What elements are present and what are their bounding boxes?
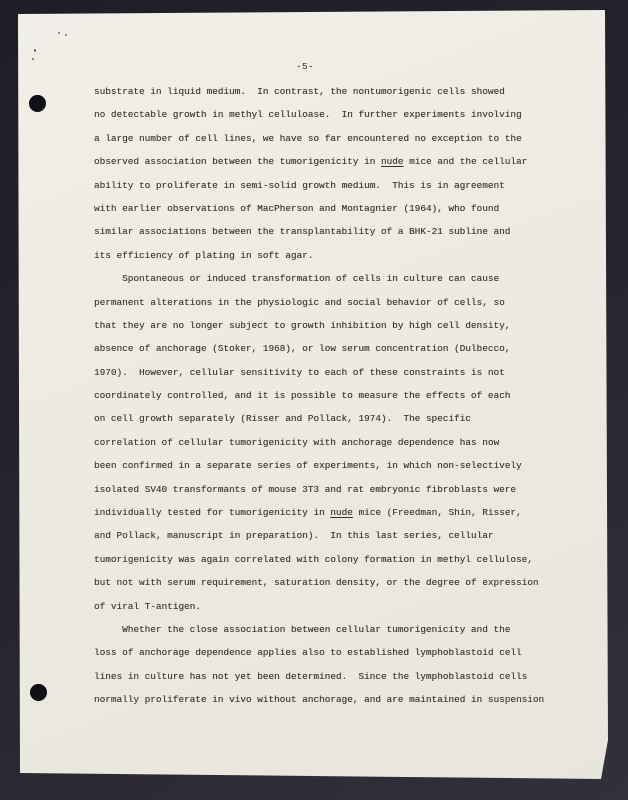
text-line: been confirmed in a separate series of experiments, in which non-selectively [94, 460, 522, 472]
text-line: coordinately controlled, and it is possible to measure the effects of each [94, 390, 511, 402]
underlined-word: nude [330, 507, 353, 519]
text-line: isolated SV40 transformants of mouse 3T3 and rat embryonic fibroblasts were [94, 483, 516, 495]
paper-speck [58, 32, 60, 34]
text-segment: mice and the cellular [403, 156, 528, 168]
text-line: a large number of cell lines, we have so far encountered no exception to the [94, 132, 522, 144]
paper-speck [65, 34, 67, 36]
underlined-word: nude [380, 156, 404, 168]
text-line: on cell growth separately (Risser and Pollack, 1974). The specific [94, 413, 471, 425]
hole-punch-bottom [30, 684, 47, 701]
text-line: with earlier observations of MacPherson and Montagnier (1964), who found [94, 202, 500, 214]
text-line: that they are no longer subject to growth inhibition by high cell density, [94, 319, 511, 331]
text-line: no detectable growth in methyl celluloase. In further experiments involving [94, 109, 522, 121]
text-line: tumorigenicity was again correlated with colony formation in methyl cellulose, [94, 553, 533, 565]
text-line: Spontaneous or induced transformation of cells in culture can cause [94, 273, 500, 285]
text-line: ability to proliferate in semi-solid growth medium. This is in agreement [94, 179, 505, 191]
text-segment: observed association between the tumorigenicity in [94, 156, 381, 168]
text-line: lines in culture has not yet been determined. Since the lymphoblastoid cells [94, 670, 528, 682]
text-line: and Pollack, manuscript in preparation). In this last series, cellular [94, 530, 494, 542]
text-block [94, 80, 564, 712]
text-line [94, 501, 564, 524]
page-number: -5- [296, 61, 315, 72]
text-line: its efficiency of plating in soft agar. [94, 249, 314, 261]
hole-punch-top [29, 95, 46, 112]
paper-speck [32, 58, 34, 60]
text-line: 1970). However, cellular sensitivity to each of these constraints is not [94, 366, 505, 378]
text-segment: individually tested for tumorigenicity in [94, 507, 331, 519]
text-line: substrate in liquid medium. In contrast, the nontumorigenic cells showed [94, 86, 505, 97]
text-segment: mice (Freedman, Shin, Risser, [352, 507, 522, 519]
text-line [94, 150, 564, 173]
text-line: similar associations between the transplantability of a BHK-21 subline and [94, 226, 511, 238]
text-line: absence of anchorage (Stoker, 1968), or low serum concentration (Dulbecco, [94, 343, 511, 355]
text-line: normally proliferate in vivo without anchorage, and are maintained in suspension [94, 694, 545, 706]
paper-speck [34, 49, 36, 52]
text-line: permanent alterations in the physiologic and social behavior of cells, so [94, 296, 505, 308]
text-line: but not with serum requirement, saturation density, or the degree of expression [94, 577, 539, 589]
text-line: of viral T-antigen. [94, 600, 201, 612]
text-line: Whether the close association between cellular tumorigenicity and the [94, 623, 511, 635]
text-line: loss of anchorage dependence applies also to established lymphoblastoid cell [94, 647, 522, 659]
text-line: correlation of cellular tumorigenicity with anchorage dependence has now [94, 436, 500, 448]
